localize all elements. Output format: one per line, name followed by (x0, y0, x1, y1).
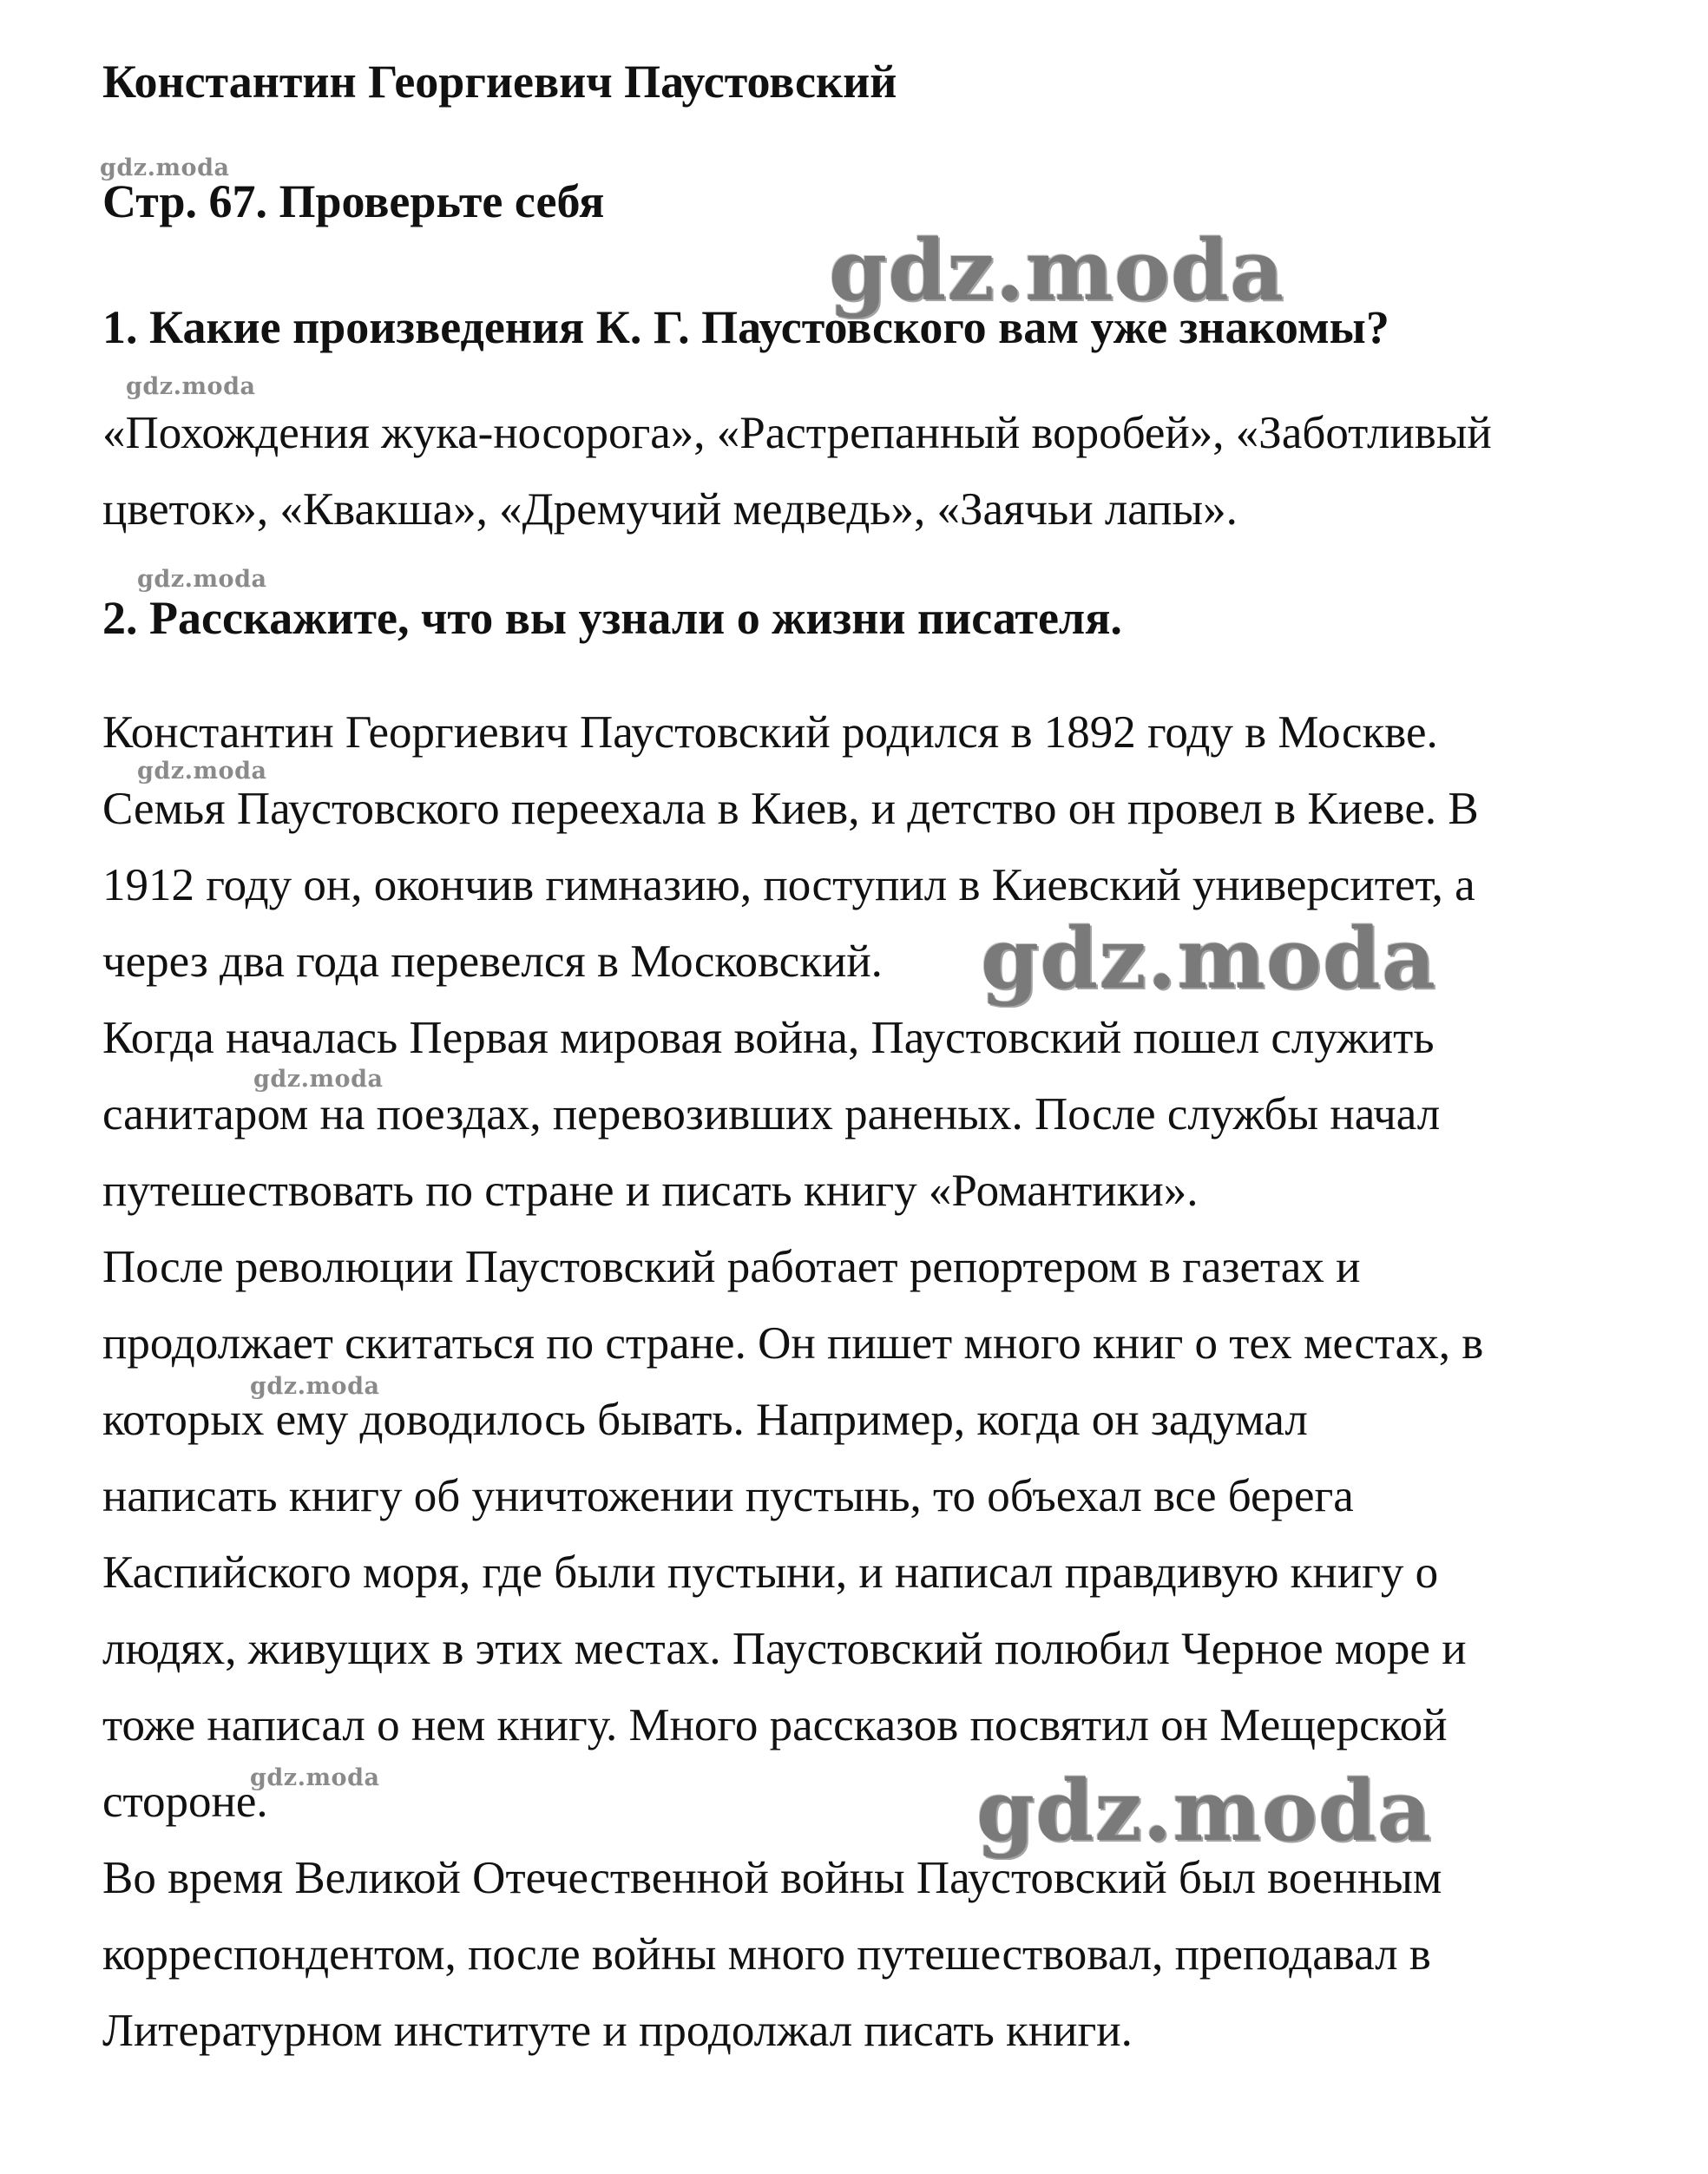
text-line: Литературном институте и продолжал писать книги. (102, 2006, 1133, 2056)
text-line: которых ему доводилось бывать. Например, когда он задумал (102, 1395, 1308, 1445)
text-line: Когда началась Первая мировая война, Паустовский пошел служить (102, 1013, 1435, 1063)
text-line: Константин Георгиевич Паустовский родился в 1892 году в Москве. (102, 707, 1438, 758)
text-line: путешествовать по стране и писать книгу «Романтики». (102, 1166, 1199, 1216)
answer-1 (102, 395, 1492, 548)
watermark-small: gdz.moda (250, 1373, 380, 1400)
text-line: людях, живущих в этих местах. Паустовский полюбил Черное море и (102, 1624, 1467, 1674)
text-line: цветок», «Квакша», «Дремучий медведь», «Заячьи лапы». (102, 484, 1238, 535)
text-line: Каспийского моря, где были пустыни, и написал правдивую книгу о (102, 1547, 1439, 1598)
watermark-small: gdz.moda (137, 566, 267, 593)
text-line: написать книгу об уничтожении пустынь, то объехал все берега (102, 1471, 1354, 1521)
text-line: После революции Паустовский работает репортером в газетах и (102, 1242, 1361, 1292)
watermark-large: gdz.moda (976, 1762, 1433, 1860)
question-1: 1. Какие произведения К. Г. Паустовского вам уже знакомы? (102, 301, 1389, 353)
watermark-small: gdz.moda (250, 1764, 380, 1791)
question-2: 2. Расскажите, что вы узнали о жизни писателя. (102, 592, 1122, 644)
text-line: Семья Паустовского переехала в Киев, и детство он провел в Киеве. В (102, 784, 1479, 834)
text-line: продолжает скитаться по стране. Он пишет много книг о тех местах, в (102, 1318, 1484, 1369)
watermark-large: gdz.moda (829, 221, 1285, 319)
text-line: 1912 году он, окончив гимназию, поступил в Киевский университет, а (102, 860, 1475, 910)
text-line: стороне. (102, 1777, 268, 1827)
answer-2 (102, 694, 1483, 2069)
text-line: «Похождения жука-носорога», «Растрепанный воробей», «Заботливый (102, 408, 1492, 458)
text-line: Во время Великой Отечественной войны Паустовский был военным (102, 1853, 1442, 1903)
watermark-large: gdz.moda (981, 910, 1437, 1008)
text-line: тоже написал о нем книгу. Много рассказов посвятил он Мещерской (102, 1700, 1448, 1750)
watermark-small: gdz.moda (137, 758, 267, 785)
page-subtitle: Стр. 67. Проверьте себя (102, 175, 605, 227)
text-line: корреспондентом, после войны много путешествовал, преподавал в (102, 1929, 1431, 1980)
watermark-small: gdz.moda (253, 1066, 384, 1093)
watermark-small: gdz.moda (100, 154, 230, 181)
watermark-small: gdz.moda (126, 373, 256, 400)
text-line: через два года перевелся в Московский. (102, 936, 883, 987)
page-title: Константин Георгиевич Паустовский (102, 56, 897, 108)
text-line: санитаром на поездах, перевозивших раненых. После службы начал (102, 1089, 1441, 1140)
